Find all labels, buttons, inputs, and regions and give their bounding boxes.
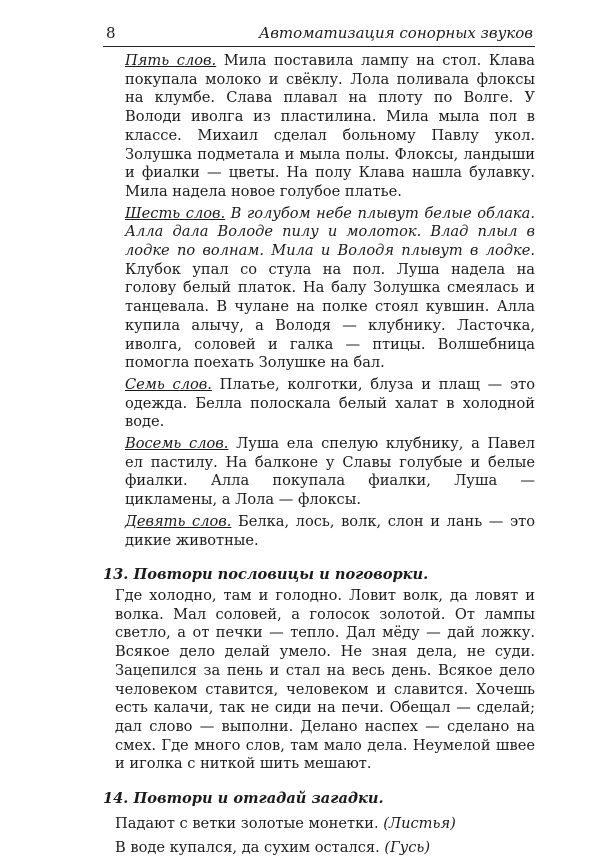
riddle [115, 839, 535, 858]
section-13-proverbs: Где холодно, там и голодно. Ловит волк, да ловят и волка. Мал соловей, а голосок золотой. От лампы светло, а от печки — тепло. Дал мёду — дай ложку. Всякое дело делай умело. Не зная дела, не суди. Зацепился за пень и стал на весь день. Всякое дело человеком ставится, человеком и славится. Хочешь есть калачи, так не сиди на печи. Обещал — сделай; дал слово — выполни. Делано наспех — сделано на смех. Где много слов, там мало дела. Неумелой швее и иголка с ниткой шить мешают. [115, 586, 535, 773]
exercise-label: Девять слов. [125, 512, 232, 530]
riddle-answer: (Листья) [383, 814, 456, 832]
word-count-exercises [103, 52, 535, 550]
exercise-label: Шесть слов. [125, 204, 226, 222]
exercise-text: Белка, лось, волк, слон и лань — это дикие животные. [125, 512, 535, 549]
riddle-text: Падают с ветки золотые монетки. [115, 814, 384, 832]
exercise-text: Мила поставила лампу на стол. Клава покупала молоко и свёклу. Лола поливала флоксы на клумбе. Слава плавал на плоту по Волге. У Володи иволга из пластилина. Мила мыла пол в классе. Михаил сделал больному Павлу укол. Золушка подметала и мыла полы. Флоксы, ландыши и фиалки — цветы. На полу Клава нашла булавку. Мила надела новое голубое платье. [125, 52, 535, 200]
section-13-title: 13. Повтори пословицы и поговорки. [103, 566, 429, 584]
exercise-text: Платье, колготки, блуза и плащ — это одежда. Белла полоскала белый халат в холодной воде. [125, 375, 536, 431]
exercise-label: Семь слов. [125, 375, 212, 393]
section-14-title: 14. Повтори и отгадай загадки. [103, 790, 384, 808]
exercise-italic-text: В голубом небе плывут белые облака. Алла дала Володе пилу и молоток. Влад плыл в лодке по волнам. Мила и Володя плывут в лодке. [125, 204, 535, 260]
page-number: 8 [106, 24, 116, 42]
exercise-label: Восемь слов. [125, 435, 229, 453]
running-title: Автоматизация сонорных звуков [258, 24, 533, 42]
exercise-five-words [125, 52, 535, 202]
riddle-answer: (Гусь) [384, 839, 431, 857]
riddle-text: В воде купался, да сухим остался. [115, 839, 385, 857]
page-header [103, 22, 535, 47]
exercise-nine-words [125, 513, 535, 550]
page-content [103, 52, 535, 858]
exercise-six-words [125, 205, 535, 373]
exercise-eight-words [125, 435, 535, 510]
exercise-label: Пять слов. [125, 52, 217, 69]
riddle [115, 815, 535, 834]
exercise-text: Луша ела спелую клубнику, а Павел ел пастилу. На балконе у Славы голубые и белые фиалки. Алла покупала фиалки, Луша — цикламены, а Лола — флоксы. [125, 435, 535, 509]
exercise-text: Клубок упал со стула на пол. Луша надела на голову белый платок. На балу Золушка смеялась и танцевала. В чулане на полке стоял кувшин. Алла купила алычу, а Володя — клубнику. Ласточка, иволга, соловей и галка — птицы. Волшебница помогла поехать Золушке на бал. [125, 260, 535, 372]
exercise-seven-words [125, 376, 535, 432]
